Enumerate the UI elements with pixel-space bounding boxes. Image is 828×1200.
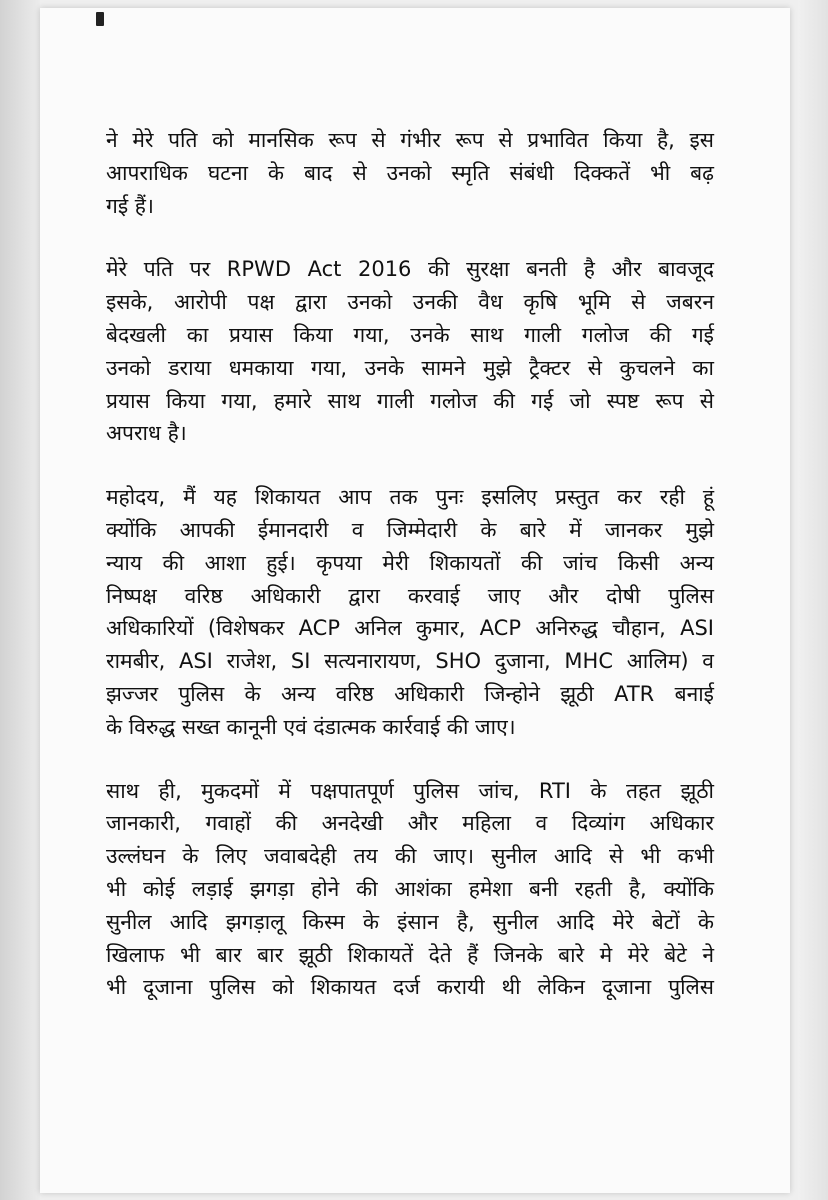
text-line: के विरुद्ध सख्त कानूनी एवं दंडात्मक कार्रवाई की जाए। xyxy=(106,714,516,739)
text-line: आपराधिक घटना के बाद से उनको स्मृति संबंधी दिक्कतें भी बढ़ xyxy=(106,160,714,185)
text-line: प्रयास किया गया, हमारे साथ गाली गलोज की गई जो स्पष्ट रूप से xyxy=(106,388,714,413)
text-line: सुनील आदि झगड़ालू किस्म के इंसान है, सुनील आदि मेरे बेटों के xyxy=(106,909,714,934)
text-line: खिलाफ भी बार बार झूठी शिकायतें देते हैं जिनके बारे मे मेरे बेटे ने xyxy=(106,942,714,967)
text-line: जानकारी, गवाहों की अनदेखी और महिला व दिव्यांग अधिकार xyxy=(106,811,714,836)
text-line: न्याय की आशा हुई। कृपया मेरी शिकायतों की जांच किसी अन्य xyxy=(106,550,714,575)
text-line: उनको डराया धमकाया गया, उनके सामने मुझे ट्रैक्टर से कुचलने का xyxy=(106,355,714,380)
text-line: भी कोई लड़ाई झगड़ा होने की आशंका हमेशा बनी रहती है, क्योंकि xyxy=(106,876,714,901)
text-line: अधिकारियों (विशेषकर ACP अनिल कुमार, ACP अनिरुद्ध चौहान, ASI xyxy=(106,616,714,641)
document-page xyxy=(40,8,790,1193)
page-left-edge xyxy=(0,0,40,1200)
paragraph-3 xyxy=(106,481,714,743)
text-line: इसके, आरोपी पक्ष द्वारा उनको उनकी वैध कृषि भूमि से जबरन xyxy=(106,290,714,315)
text-line: ने मेरे पति को मानसिक रूप से गंभीर रूप से प्रभावित किया है, इस xyxy=(106,128,714,152)
text-line: क्योंकि आपकी ईमानदारी व जिम्मेदारी के बारे में जानकर मुझे xyxy=(106,517,714,542)
paragraph-2 xyxy=(106,253,714,450)
document-body xyxy=(106,124,714,1035)
text-line: उल्लंघन के लिए जवाबदेही तय की जाए। सुनील आदि से भी कभी xyxy=(106,844,714,869)
text-line: अपराध है। xyxy=(106,421,187,446)
text-line: मेरे पति पर RPWD Act 2016 की सुरक्षा बनती है और बावजूद xyxy=(106,257,714,282)
paragraph-1 xyxy=(106,124,714,222)
text-line: महोदय, मैं यह शिकायत आप तक पुनः इसलिए प्रस्तुत कर रही हूं xyxy=(106,485,714,510)
text-line: झज्जर पुलिस के अन्य वरिष्ठ अधिकारी जिन्होने झूठी ATR बनाई xyxy=(106,681,714,706)
text-line: बेदखली का प्रयास किया गया, उनके साथ गाली गलोज की गई xyxy=(106,322,714,347)
text-line: रामबीर, ASI राजेश, SI सत्यनारायण, SHO दुजाना, MHC आलिम) व xyxy=(106,649,714,674)
text-line: साथ ही, मुकदमों में पक्षपातपूर्ण पुलिस जांच, RTI के तहत झूठी xyxy=(106,778,714,803)
text-line: गई हैं। xyxy=(106,193,154,218)
staple-mark xyxy=(96,12,104,26)
text-line: निष्पक्ष वरिष्ठ अधिकारी द्वारा करवाई जाए और दोषी पुलिस xyxy=(106,583,714,608)
text-line: भी दूजाना पुलिस को शिकायत दर्ज करायी थी लेकिन दूजाना पुलिस xyxy=(106,975,714,1000)
paragraph-4 xyxy=(106,775,714,1005)
page-right-edge xyxy=(798,0,828,1200)
